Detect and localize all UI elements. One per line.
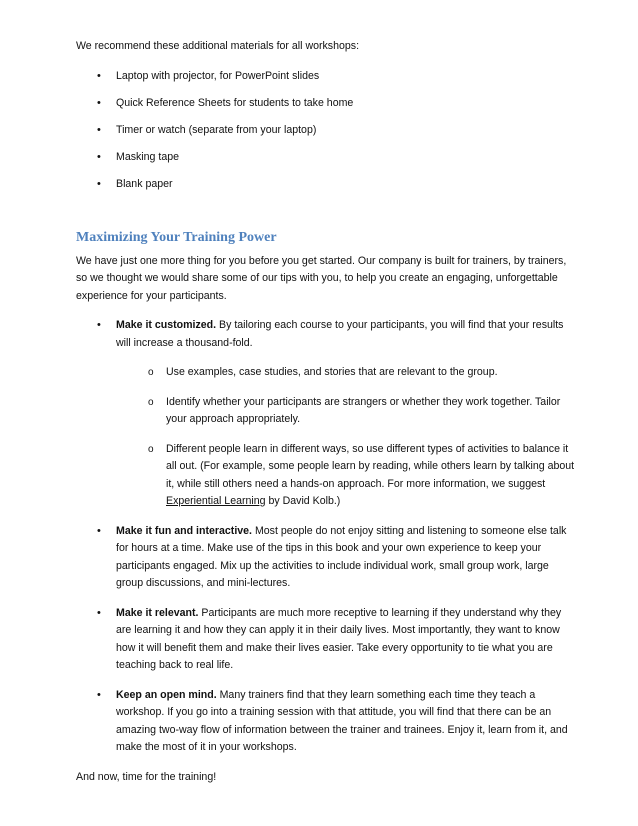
list-item: • Laptop with projector, for PowerPoint slides [97,68,578,85]
subtip-item: o Different people learn in different ways, so use different types of activities to balance it all out. (For example, some people learn by reading, while others learn by talking about it, while still others need a hands-on approach. For more information, we suggest Experiential Learning by David Kolb.) [148,442,575,507]
section-heading: Maximizing Your Training Power [76,229,277,245]
bullet-icon: • [97,123,101,136]
tip-title: Make it customized. [116,319,217,331]
tip-item [97,317,578,511]
bullet-icon: • [97,606,101,619]
tip-text: Most people do not enjoy sitting and listening to someone else talk for hours at a time. Make use of the tips in this book and your own experience to keep your participants engaged. Mix up the activities to include individual work, small group work, large group discussions, and mini-lectures. [116,524,567,589]
tips-list [76,317,578,757]
tip-text: Many trainers find that they learn something each time they teach a workshop. If you go into a training session with that attitude, you will find that there can be an amazing two-way flow of information between the trainer and trainees. Enjoy it, learn from it, and make the most of it in your workshops. [116,688,568,753]
section-paragraph: We have just one more thing for you before you get started. Our company is built for trainers, by trainers, so we thought we would share some of our tips with you, to help you create an engaging, unforgettable experience for your participants. [76,254,567,302]
list-item: • Timer or watch (separate from your laptop) [97,122,578,139]
bullet-icon: • [97,69,101,82]
circle-bullet-icon: o [148,367,154,378]
tip-text: By tailoring each course to your participants, you will find that your results will increase a thousand-fold. [116,319,564,349]
tip-title: Make it fun and interactive. [116,524,252,537]
list-item: • Blank paper [97,176,578,193]
closing-line: And now, time for the training! [76,770,217,783]
tip-text: Participants are much more receptive to learning if they understand why they are learning it and how they can apply it in their daily lives. Most importantly, they want to know how it will benefit them and make their lives easier. Take every opportunity to tie what you are teaching back to real life. [116,606,562,671]
tip-item [97,687,578,757]
subtip-item: o Use examples, case studies, and stories that are relevant to the group. [148,364,578,382]
materials-intro: We recommend these additional materials for all workshops: [76,40,360,52]
book-link[interactable]: Experiential Learning [166,495,266,507]
bullet-icon: • [97,688,101,701]
tip-title: Make it relevant. [116,606,199,619]
tip-item [97,605,578,675]
tip-item [97,523,578,593]
subtips-list [116,364,578,511]
bullet-icon: • [97,96,101,109]
materials-list [76,68,578,193]
bullet-icon: • [97,177,101,190]
subtip-item: o Identify whether your participants are strangers or whether they work together. Tailor your approach appropriately. [148,395,561,425]
circle-bullet-icon: o [148,396,154,408]
list-item: • Masking tape [97,149,578,166]
circle-bullet-icon: o [148,443,154,455]
bullet-icon: • [97,319,101,331]
list-item: • Quick Reference Sheets for students to take home [97,95,578,112]
bullet-icon: • [97,524,101,537]
bullet-icon: • [97,150,101,163]
tip-title: Keep an open mind. [116,688,217,701]
